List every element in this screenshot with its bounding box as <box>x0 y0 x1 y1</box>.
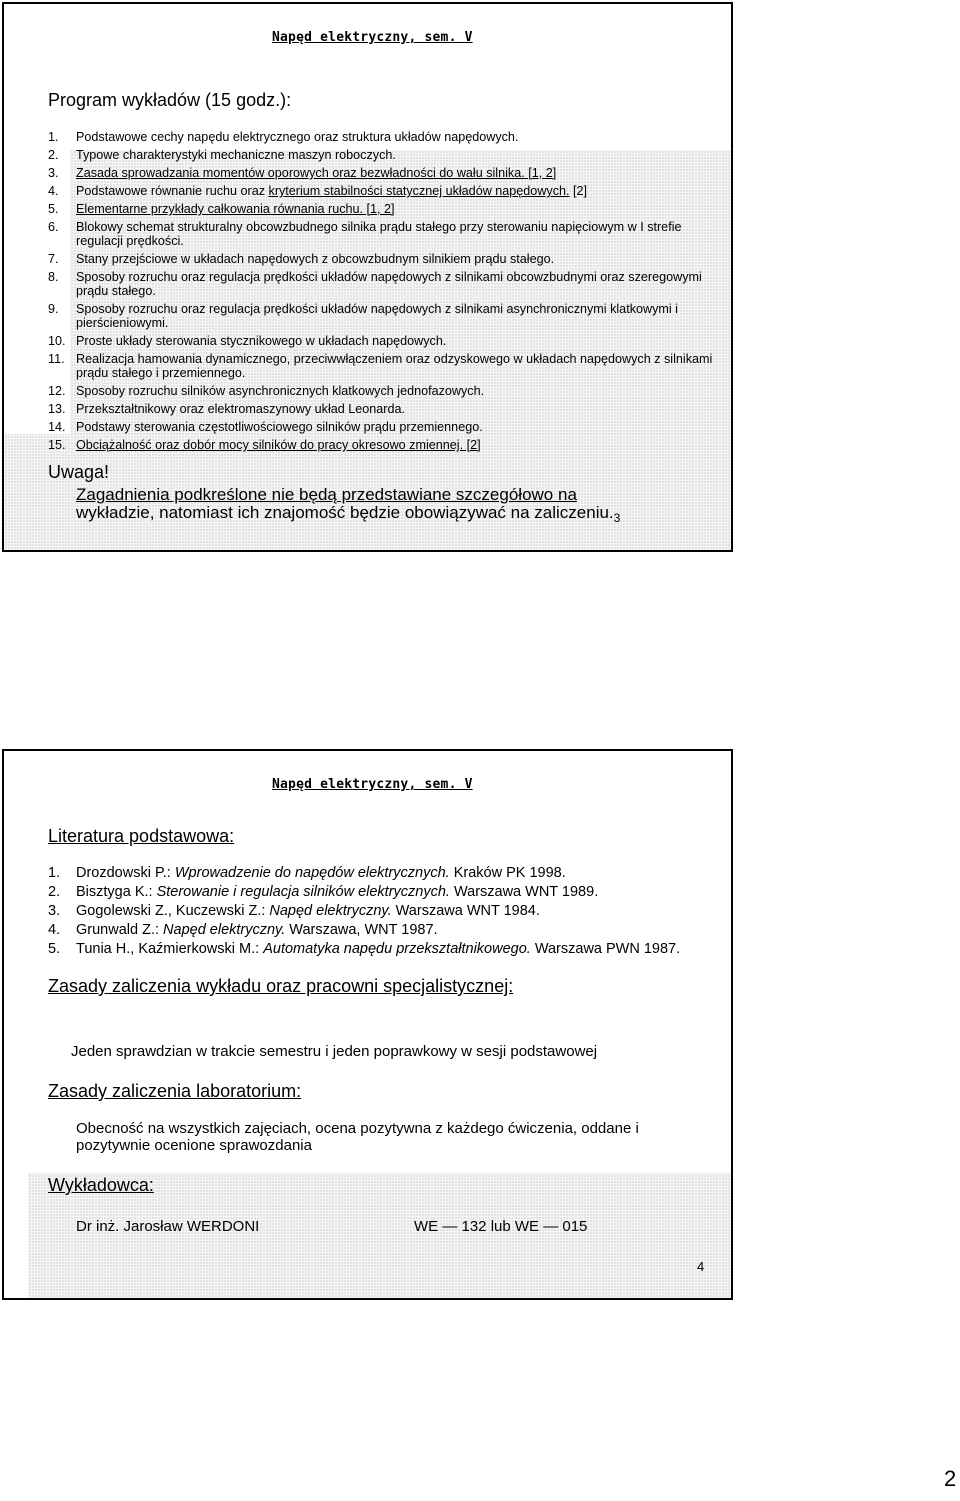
item-number: 14. <box>48 420 66 434</box>
item-text: Sposoby rozruchu silników asynchronicznych klatkowych jednofazowych. <box>76 384 485 398</box>
note-line-1: Zagadnienia podkreślone nie będą przedstawiane szczegółowo na <box>76 485 577 504</box>
literature-item <box>48 884 718 900</box>
note-text <box>76 486 731 527</box>
list-item <box>48 130 718 144</box>
slide-page-number: 4 <box>697 1259 705 1274</box>
item-text: Proste układy sterowania stycznikowego w układach napędowych. <box>76 334 447 348</box>
list-item <box>48 148 718 162</box>
item-text: Elementarne przykłady całkowania równania ruchu. [1, 2] <box>76 202 395 216</box>
book-publisher: Warszawa WNT 1989. <box>449 884 599 900</box>
list-item <box>48 334 718 348</box>
list-item <box>48 166 718 180</box>
literature-list <box>48 865 718 960</box>
section-title-lecturer: Wykładowca: <box>48 1175 154 1195</box>
item-number: 10. <box>48 334 66 348</box>
item-number: 11. <box>48 352 65 366</box>
note-label: Uwaga! <box>48 462 110 482</box>
slide-page-number: 3 <box>613 511 621 525</box>
item-number: 6. <box>48 220 59 234</box>
list-item <box>48 270 718 298</box>
section-text-lecture: Jeden sprawdzian w trakcie semestru i jeden poprawkowy w sesji podstawowej <box>71 1043 598 1060</box>
book-title: Wprowadzenie do napędów elektrycznych. <box>174 865 450 881</box>
lecturer-name: Dr inż. Jarosław WERDONI <box>76 1218 260 1235</box>
slide-3 <box>2 2 733 552</box>
item-number: 2. <box>48 884 61 900</box>
item-text: Zasada sprowadzania momentów oporowych oraz bezwładności do wału silnika. [1, 2] <box>76 166 557 180</box>
list-item <box>48 352 718 380</box>
slide-4 <box>2 749 733 1300</box>
list-item <box>48 384 718 398</box>
book-author: Tunia H., Kaźmierkowski M.: <box>76 941 264 957</box>
list-item <box>48 302 718 330</box>
list-item <box>48 252 718 266</box>
section-text-laboratory: Obecność na wszystkich zajęciach, ocena pozytywna z każdego ćwiczenia, oddane i pozytywnie ocenione sprawozdania <box>76 1120 639 1154</box>
book-title: Automatyka napędu przekształtnikowego. <box>263 941 531 957</box>
item-text: Blokowy schemat strukturalny obcowzbudnego silnika prądu stałego przy sterowaniu napięciowym w I strefie regulacji prędkości. <box>76 220 682 248</box>
item-text: Podstawowe równanie ruchu oraz <box>76 184 269 198</box>
literature-title: Literatura podstawowa: <box>48 826 235 846</box>
list-item <box>48 202 718 216</box>
item-number: 5. <box>48 941 61 957</box>
item-text: [2] <box>569 184 588 198</box>
book-publisher: Kraków PK 1998. <box>449 865 566 881</box>
literature-item <box>48 922 718 938</box>
item-text: Podstawy sterowania częstotliwościowego silników prądu przemiennego. <box>76 420 483 434</box>
document-page-number: 2 <box>944 1466 957 1491</box>
item-text-underlined: kryterium stabilności statycznej układów napędowych. <box>268 184 570 198</box>
item-number: 3. <box>48 166 59 180</box>
note-line-2: wykładzie, natomiast ich znajomość będzie obowiązywać na zaliczeniu. <box>76 503 614 522</box>
item-number: 7. <box>48 252 59 266</box>
book-title: Napęd elektryczny. <box>163 922 286 938</box>
literature-item <box>48 941 718 957</box>
book-publisher: Warszawa WNT 1984. <box>391 903 540 919</box>
book-title: Sterowanie i regulacja silników elektrycznych. <box>156 884 450 900</box>
item-number: 3. <box>48 903 61 919</box>
item-number: 8. <box>48 270 59 284</box>
item-text: Przekształtnikowy oraz elektromaszynowy układ Leonarda. <box>76 402 405 416</box>
item-text: Typowe charakterystyki mechaniczne maszyn roboczych. <box>76 148 396 162</box>
book-title: Napęd elektryczny. <box>269 903 392 919</box>
book-author: Bisztyga K.: <box>76 884 157 900</box>
section-title-laboratory: Zasady zaliczenia laboratorium: <box>48 1081 302 1101</box>
item-number: 9. <box>48 302 59 316</box>
item-text: Obciążalność oraz dobór mocy silników do pracy okresowo zmiennej. [2] <box>76 438 481 452</box>
item-text: Podstawowe cechy napędu elektrycznego oraz struktura układów napędowych. <box>76 130 519 144</box>
list-item <box>48 402 718 416</box>
item-number: 12. <box>48 384 66 398</box>
list-item <box>48 184 718 198</box>
lecturer-room: WE — 132 lub WE — 015 <box>414 1218 588 1235</box>
item-number: 15. <box>48 438 66 452</box>
item-number: 5. <box>48 202 59 216</box>
item-number: 4. <box>48 184 59 198</box>
slide-header: Napęd elektryczny, sem. V <box>272 777 473 792</box>
literature-item <box>48 903 718 919</box>
list-item <box>48 220 718 248</box>
item-number: 13. <box>48 402 66 416</box>
book-author: Drozdowski P.: <box>76 865 175 881</box>
item-text: Sposoby rozruchu oraz regulacja prędkości układów napędowych z silnikami obcowzbudnymi oraz szeregowymi prądu stałego. <box>76 270 702 298</box>
literature-item <box>48 865 718 881</box>
list-item <box>48 420 718 434</box>
book-publisher: Warszawa PWN 1987. <box>530 941 681 957</box>
note-line-2-wrap <box>76 504 731 527</box>
list-item <box>48 438 718 452</box>
slide-title: Program wykładów (15 godz.): <box>48 90 292 110</box>
item-number: 4. <box>48 922 61 938</box>
item-text: Sposoby rozruchu oraz regulacja prędkości układów napędowych z silnikami asynchronicznymi klatkowymi i pierścieniowymi. <box>76 302 678 330</box>
book-publisher: Warszawa, WNT 1987. <box>285 922 438 938</box>
lecture-program-list <box>48 130 718 456</box>
book-author: Gogolewski Z., Kuczewski Z.: <box>76 903 270 919</box>
item-text: Realizacja hamowania dynamicznego, przeciwwłączeniem oraz odzyskowego w układach napędowych z silnikami prądu stałego i przemiennego. <box>76 352 713 380</box>
item-text: Stany przejściowe w układach napędowych z obcowzbudnym silnikiem prądu stałego. <box>76 252 555 266</box>
slide-header: Napęd elektryczny, sem. V <box>272 30 473 45</box>
book-author: Grunwald Z.: <box>76 922 164 938</box>
item-number: 1. <box>48 865 61 881</box>
section-title-lecture: Zasady zaliczenia wykładu oraz pracowni specjalistycznej: <box>48 976 514 996</box>
item-number: 2. <box>48 148 59 162</box>
item-number: 1. <box>48 130 59 144</box>
